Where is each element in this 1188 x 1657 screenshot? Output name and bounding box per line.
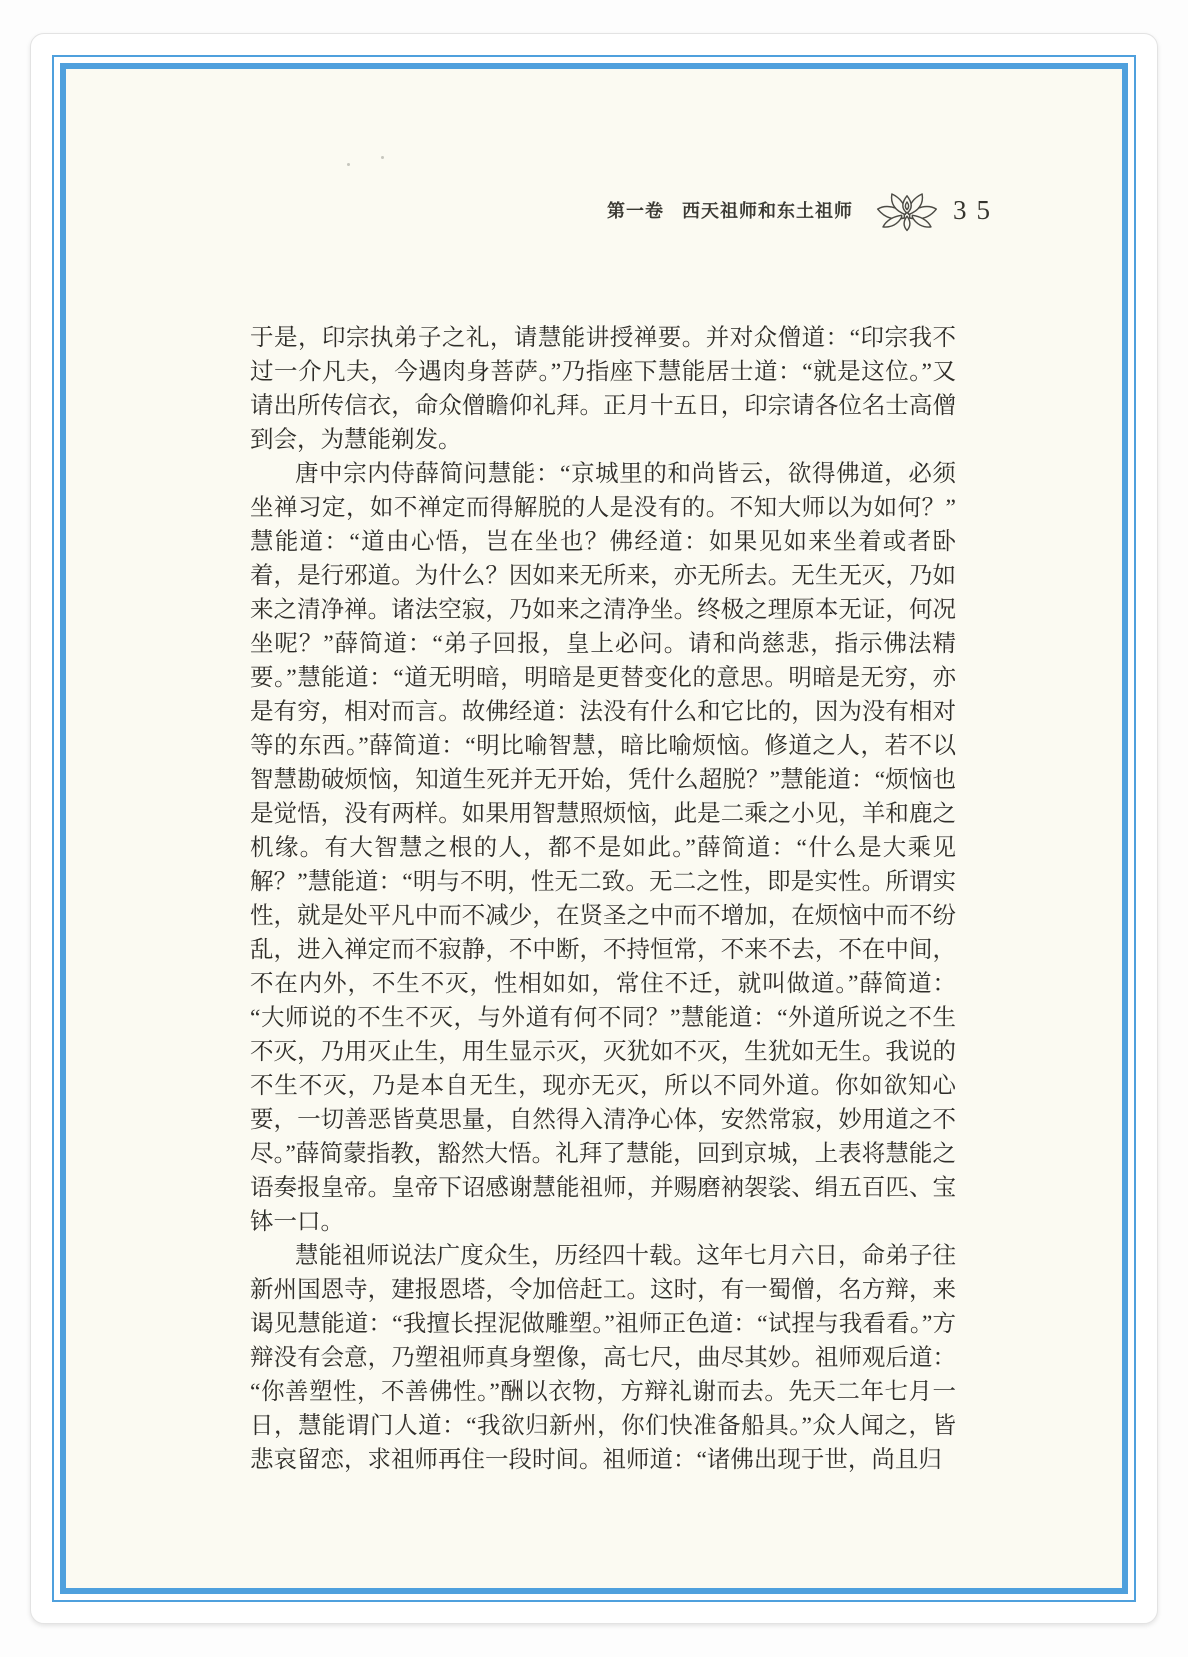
- paragraph: 唐中宗内侍薛简问慧能：“京城里的和尚皆云，欲得佛道，必须坐禅习定，如不禅定而得解脱的人是没有的。不知大师以为如何？”慧能道：“道由心悟，岂在坐也？佛经道：如果见如来坐着或者卧着，是行邪道。为什么？因如来无所来，亦无所去。无生无灭，乃如来之清净禅。诸法空寂，乃如来之清净坐。终极之理原本无证，何况坐呢？”薛简道：“弟子回报，皇上必问。请和尚慈悲，指示佛法精要。”慧能道：“道无明暗，明暗是更替变化的意思。明暗是无穷，亦是有穷，相对而言。故佛经道：法没有什么和它比的，因为没有相对等的东西。”薛简道：“明比喻智慧，暗比喻烦恼。修道之人，若不以智慧勘破烦恼，知道生死并无开始，凭什么超脱？”慧能道：“烦恼也是觉悟，没有两样。如果用智慧照烦恼，此是二乘之小见，羊和鹿之机缘。有大智慧之根的人，都不是如此。”薛简道：“什么是大乘见解？”慧能道：“明与不明，性无二致。无二之性，即是实性。所谓实性，就是处平凡中而不减少，在贤圣之中而不增加，在烦恼中而不纷乱，进入禅定而不寂静，不中断，不持恒常，不来不去，不在中间，不在内外，不生不灭，性相如如，常住不迁，就叫做道。”薛简道：“大师说的不生不灭，与外道有何不同？”慧能道：“外道所说之不生不灭，乃用灭止生，用生显示灭，灭犹如不灭，生犹如无生。我说的不生不灭，乃是本自无生，现亦无灭，所以不同外道。你如欲知心要，一切善恶皆莫思量，自然得入清净心体，安然常寂，妙用道之不尽。”薛简蒙指教，豁然大悟。礼拜了慧能，回到京城，上表将慧能之语奏报皇帝。皇帝下诏感谢慧能祖师，并赐磨衲袈裟、绢五百匹、宝钵一口。: [250, 461, 956, 1235]
- body-text: [66, 321, 1122, 1477]
- chapter-label: 第一卷: [607, 201, 664, 221]
- chapter-title: 西天祖师和东土祖师: [682, 201, 853, 221]
- paragraph: 慧能祖师说法广度众生，历经四十载。这年七月六日，命弟子往新州国恩寺，建报恩塔，令加倍赶工。这时，有一蜀僧，名方辩，来谒见慧能道：“我擅长捏泥做雕塑。”祖师正色道：“试捏与我看看。”方辩没有会意，乃塑祖师真身塑像，高七尺，曲尽其妙。祖师观后道：“你善塑性，不善佛性。”酬以衣物，方辩礼谢而去。先天二年七月一日，慧能谓门人道：“我欲归新州，你们快准备船具。”众人闻之，皆悲哀留恋，求祖师再住一段时间。祖师道：“诸佛出现于世，尚且归: [250, 1243, 956, 1473]
- paragraph: 于是，印宗执弟子之礼，请慧能讲授禅要。并对众僧道：“印宗我不过一介凡夫，今遇肉身菩萨。”乃指座下慧能居士道：“就是这位。”又请出所传信衣，命众僧瞻仰礼拜。正月十五日，印宗请各位名士高僧到会，为慧能剃发。: [250, 325, 956, 453]
- page-border-inner: [60, 63, 1128, 1594]
- lotus-icon: [875, 187, 939, 233]
- page-number: 35: [953, 194, 1000, 225]
- running-head: [66, 187, 1122, 233]
- page-card: [30, 33, 1158, 1624]
- scan-speck: [381, 156, 384, 159]
- scan-speck: [347, 163, 350, 166]
